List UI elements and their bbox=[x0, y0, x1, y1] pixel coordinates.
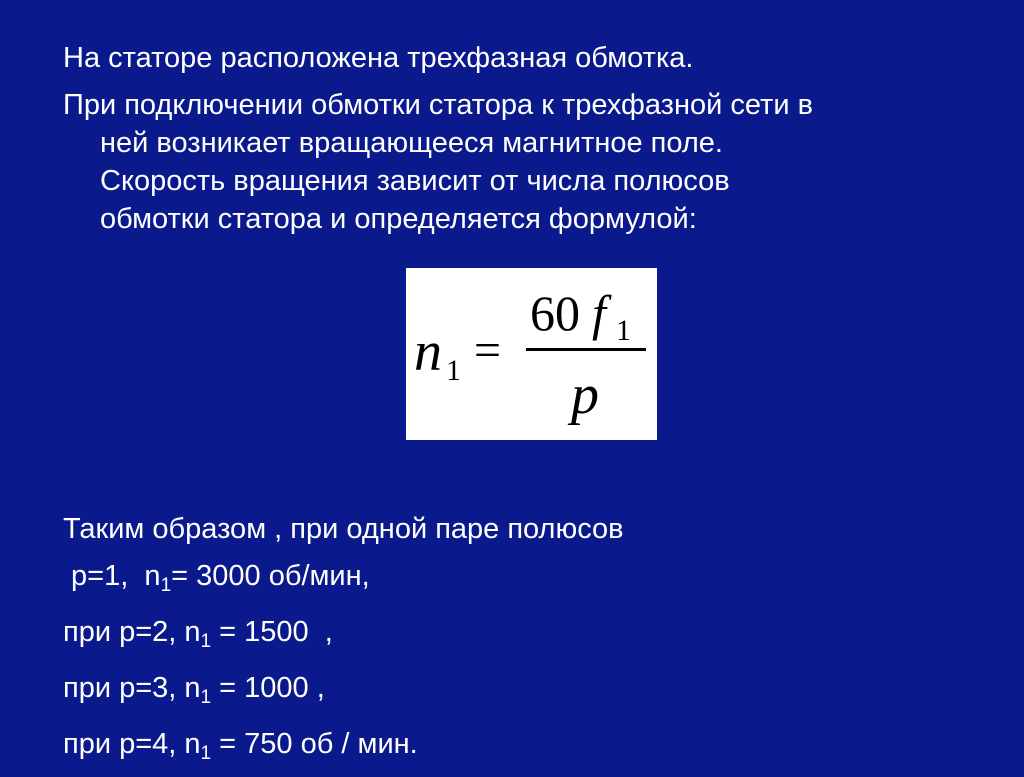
formula-num-coef: 60 bbox=[530, 285, 580, 341]
results-intro: Таким образом , при одной паре полюсов bbox=[63, 513, 624, 545]
result-suffix: = 750 об / мин. bbox=[211, 728, 418, 760]
result-prefix: при p=3, n bbox=[63, 672, 201, 704]
result-suffix: = 3000 об/мин, bbox=[171, 560, 370, 592]
fraction-bar bbox=[526, 348, 646, 351]
formula-num-var: f bbox=[592, 285, 606, 341]
formula-num-sub: 1 bbox=[616, 314, 631, 347]
formula-lhs-sub: 1 bbox=[446, 354, 461, 387]
formula-denominator: p bbox=[571, 364, 599, 426]
result-prefix: p=1, n bbox=[63, 560, 161, 592]
result-prefix: при p=2, n bbox=[63, 616, 201, 648]
result-suffix: = 1500 , bbox=[211, 616, 333, 648]
result-sub: 1 bbox=[200, 743, 212, 764]
result-sub: 1 bbox=[200, 687, 212, 708]
result-row bbox=[63, 665, 624, 721]
intro-line: На статоре расположена трехфазная обмотка. bbox=[63, 42, 694, 74]
speed-formula bbox=[406, 268, 657, 440]
description-paragraph bbox=[63, 86, 963, 238]
result-suffix: = 1000 , bbox=[211, 672, 325, 704]
result-sub: 1 bbox=[200, 631, 212, 652]
result-sub: 1 bbox=[160, 575, 172, 596]
formula-image bbox=[406, 268, 657, 440]
result-row bbox=[63, 721, 624, 777]
paragraph-first-line: При подключении обмотки статора к трехфазной сети в bbox=[63, 89, 813, 121]
paragraph-line-4: обмотки статора и определяется формулой: bbox=[100, 203, 697, 235]
formula-equals: = bbox=[474, 324, 502, 377]
result-row bbox=[63, 553, 624, 609]
paragraph-line-2: ней возникает вращающееся магнитное поле. bbox=[100, 127, 723, 159]
result-row bbox=[63, 609, 624, 665]
result-prefix: при p=4, n bbox=[63, 728, 201, 760]
formula-lhs-var: n bbox=[414, 321, 442, 383]
results-block bbox=[63, 506, 624, 777]
paragraph-line-3: Скорость вращения зависит от числа полюсов bbox=[100, 165, 730, 197]
